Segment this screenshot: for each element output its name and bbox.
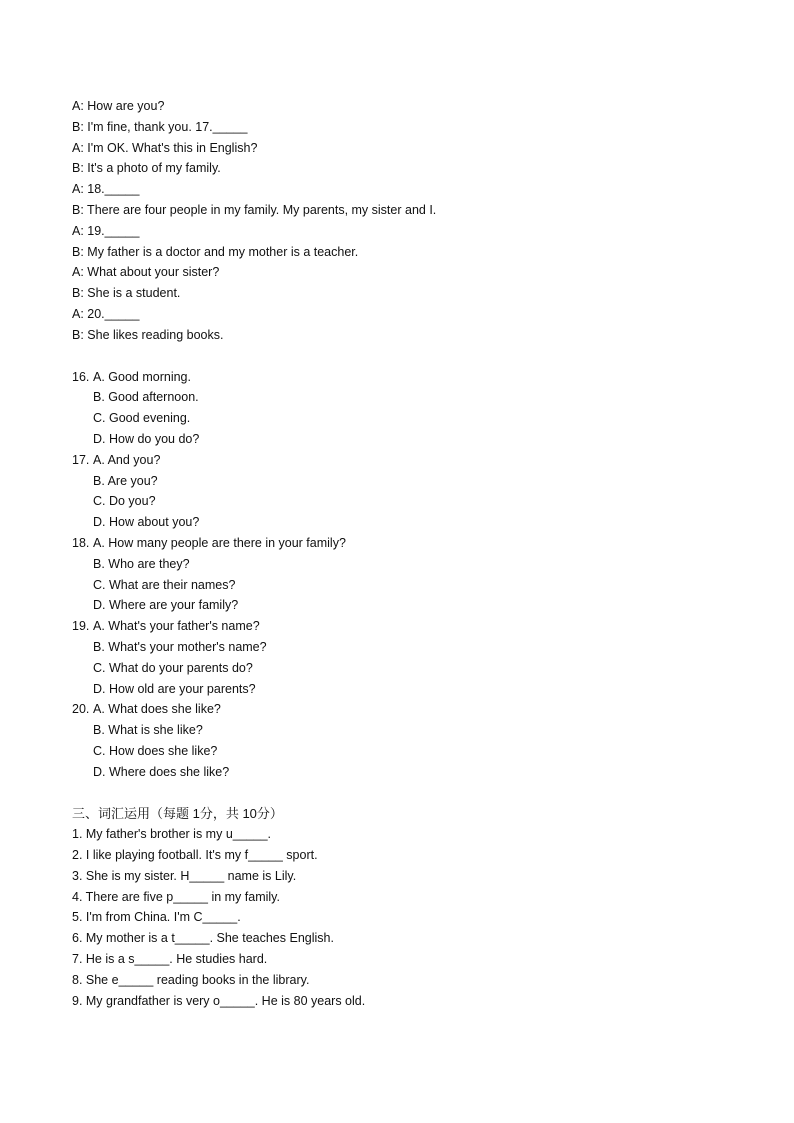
option-b: B. What is she like?: [93, 723, 203, 738]
vocab-item: 5. I'm from China. I'm C_____.: [72, 910, 241, 925]
vocab-item: 4. There are five p_____ in my family.: [72, 889, 280, 904]
option-d: D. How old are your parents?: [93, 681, 256, 696]
option-d: D. How about you?: [93, 515, 200, 530]
question-18: [72, 533, 732, 616]
dialogue-line: A: 20._____: [72, 306, 140, 321]
option-a: A. And you?: [93, 452, 161, 467]
question-19: [72, 616, 732, 699]
option-b: B. Who are they?: [93, 556, 190, 571]
multiple-choice-questions: [72, 367, 732, 783]
vocab-item: 9. My grandfather is very o_____. He is 80 years old.: [72, 993, 366, 1008]
vocab-item: 7. He is a s_____. He studies hard.: [72, 952, 268, 967]
option-b: B. What's your mother's name?: [93, 639, 267, 654]
dialogue-line: A: 19._____: [72, 223, 140, 238]
option-d: D. How do you do?: [93, 431, 200, 446]
dialogue-line: B: It's a photo of my family.: [72, 161, 221, 176]
dialogue-line: A: I'm OK. What's this in English?: [72, 140, 258, 155]
option-a: A. How many people are there in your family?: [93, 535, 346, 550]
worksheet-page: [72, 96, 732, 1011]
vocab-item: 3. She is my sister. H_____ name is Lily.: [72, 868, 297, 883]
question-number: 16.: [72, 369, 90, 384]
option-a: A. Good morning.: [93, 369, 191, 384]
option-d: D. Where are your family?: [93, 598, 239, 613]
option-b: B. Are you?: [93, 473, 158, 488]
option-b: B. Good afternoon.: [93, 390, 199, 405]
option-d: D. Where does she like?: [93, 764, 230, 779]
dialogue: [72, 96, 732, 346]
question-number: 19.: [72, 619, 90, 634]
option-c: C. What do your parents do?: [93, 660, 253, 675]
vocab-item: 8. She e_____ reading books in the library.: [72, 972, 310, 987]
section-heading: 三、词汇运用（每题 1分，共 10分）: [72, 805, 283, 821]
dialogue-line: B: She likes reading books.: [72, 327, 224, 342]
spacer: [72, 346, 732, 367]
option-a: A. What's your father's name?: [93, 619, 260, 634]
vocabulary-section: [72, 804, 732, 1012]
dialogue-line: B: There are four people in my family. My parents, my sister and I.: [72, 202, 437, 217]
dialogue-line: B: I'm fine, thank you. 17._____: [72, 119, 248, 134]
question-number: 20.: [72, 702, 90, 717]
question-number: 17.: [72, 452, 90, 467]
question-number: 18.: [72, 535, 90, 550]
dialogue-line: A: How are you?: [72, 99, 165, 113]
vocab-item: 6. My mother is a t_____. She teaches English.: [72, 931, 334, 946]
dialogue-line: A: 18._____: [72, 182, 140, 197]
option-a: A. What does she like?: [93, 702, 221, 717]
option-c: C. Do you?: [93, 494, 156, 509]
dialogue-line: B: My father is a doctor and my mother is a teacher.: [72, 244, 359, 259]
vocab-item: 2. I like playing football. It's my f_____ sport.: [72, 848, 318, 863]
option-c: C. Good evening.: [93, 411, 191, 426]
question-20: [72, 699, 732, 782]
option-c: C. What are their names?: [93, 577, 236, 592]
dialogue-line: A: What about your sister?: [72, 265, 220, 280]
question-16: [72, 367, 732, 450]
vocab-item: 1. My father's brother is my u_____.: [72, 827, 272, 842]
question-17: [72, 450, 732, 533]
option-c: C. How does she like?: [93, 743, 218, 758]
spacer: [72, 783, 732, 804]
dialogue-line: B: She is a student.: [72, 286, 181, 301]
